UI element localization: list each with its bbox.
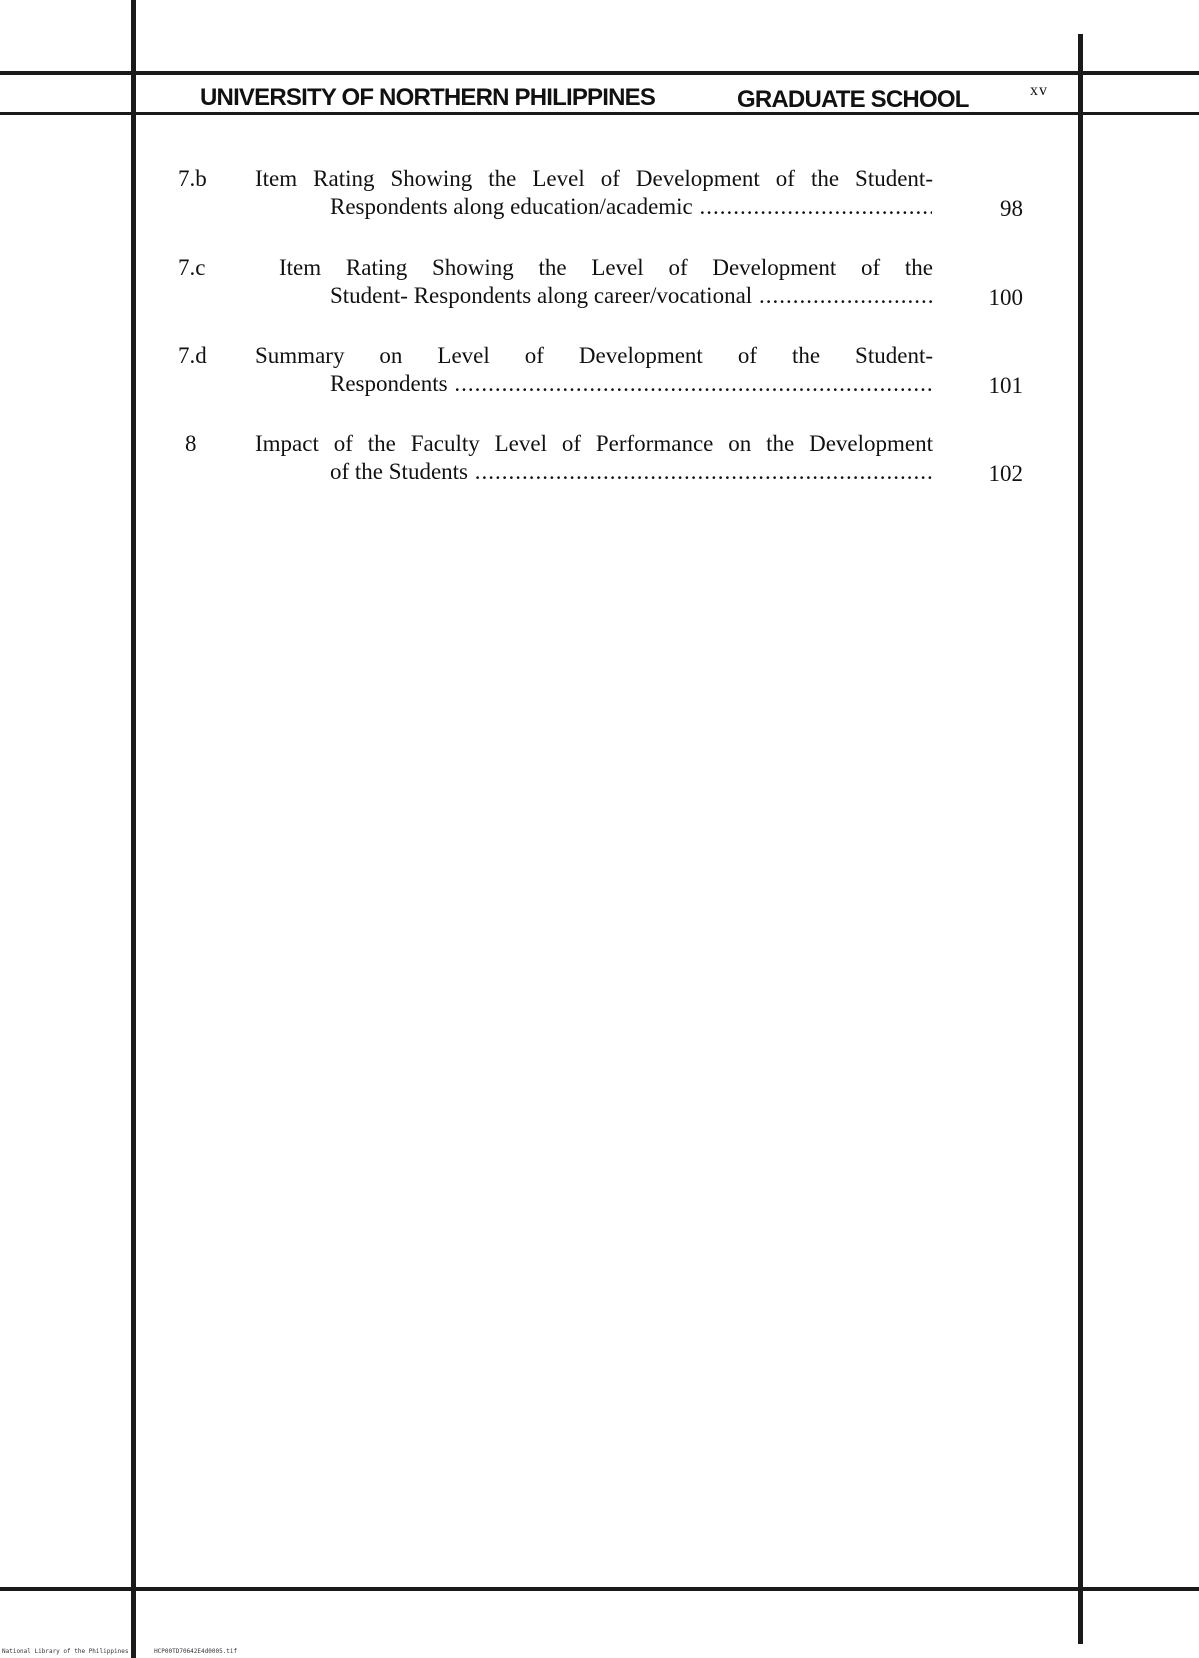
entry-title-line1: Impact of the Faculty Level of Performance on the Development	[255, 431, 933, 456]
header-bottom-rule	[0, 112, 1199, 115]
scan-filename: HCP00TD70642E4d0005.tif	[154, 1648, 238, 1655]
entry-page-number: 102	[988, 461, 1023, 486]
entry-title-line2: of the Students .....	[330, 459, 932, 485]
toc-entry[interactable]	[0, 343, 1199, 413]
entry-title-line2: Student- Respondents along career/vocational .....	[330, 283, 932, 309]
entry-title-line1: Item Rating Showing the Level of Development of the	[279, 255, 933, 280]
roman-page-number: xv	[1030, 82, 1048, 99]
entry-title-line1: Item Rating Showing the Level of Development of the Student-	[255, 166, 933, 191]
graduate-school-label: GRADUATE SCHOOL	[737, 86, 969, 113]
toc-entry[interactable]	[0, 431, 1199, 501]
entry-page-number: 100	[988, 285, 1023, 310]
entry-title-line1: Summary on Level of Development of the Student-	[255, 343, 933, 368]
toc-entry[interactable]	[0, 166, 1199, 236]
entry-number: 7.c	[178, 255, 206, 280]
scan-footer	[2, 1648, 259, 1655]
entry-number: 7.d	[178, 343, 207, 368]
entry-number: 8	[185, 431, 197, 456]
entry-title-line2: Respondents along education/academic .....	[330, 194, 932, 220]
entry-number: 7.b	[178, 166, 207, 191]
header-top-rule	[0, 71, 1199, 75]
university-name: UNIVERSITY OF NORTHERN PHILIPPINES	[200, 84, 656, 111]
left-border-rule	[131, 0, 136, 1658]
footer-rule	[0, 1587, 1199, 1591]
entry-page-number: 98	[1000, 196, 1023, 221]
entry-title-line2: Respondents .....	[330, 371, 932, 397]
library-credit: National Library of the Philippines	[2, 1648, 129, 1655]
toc-entry[interactable]	[0, 255, 1199, 325]
entry-page-number: 101	[988, 373, 1023, 398]
